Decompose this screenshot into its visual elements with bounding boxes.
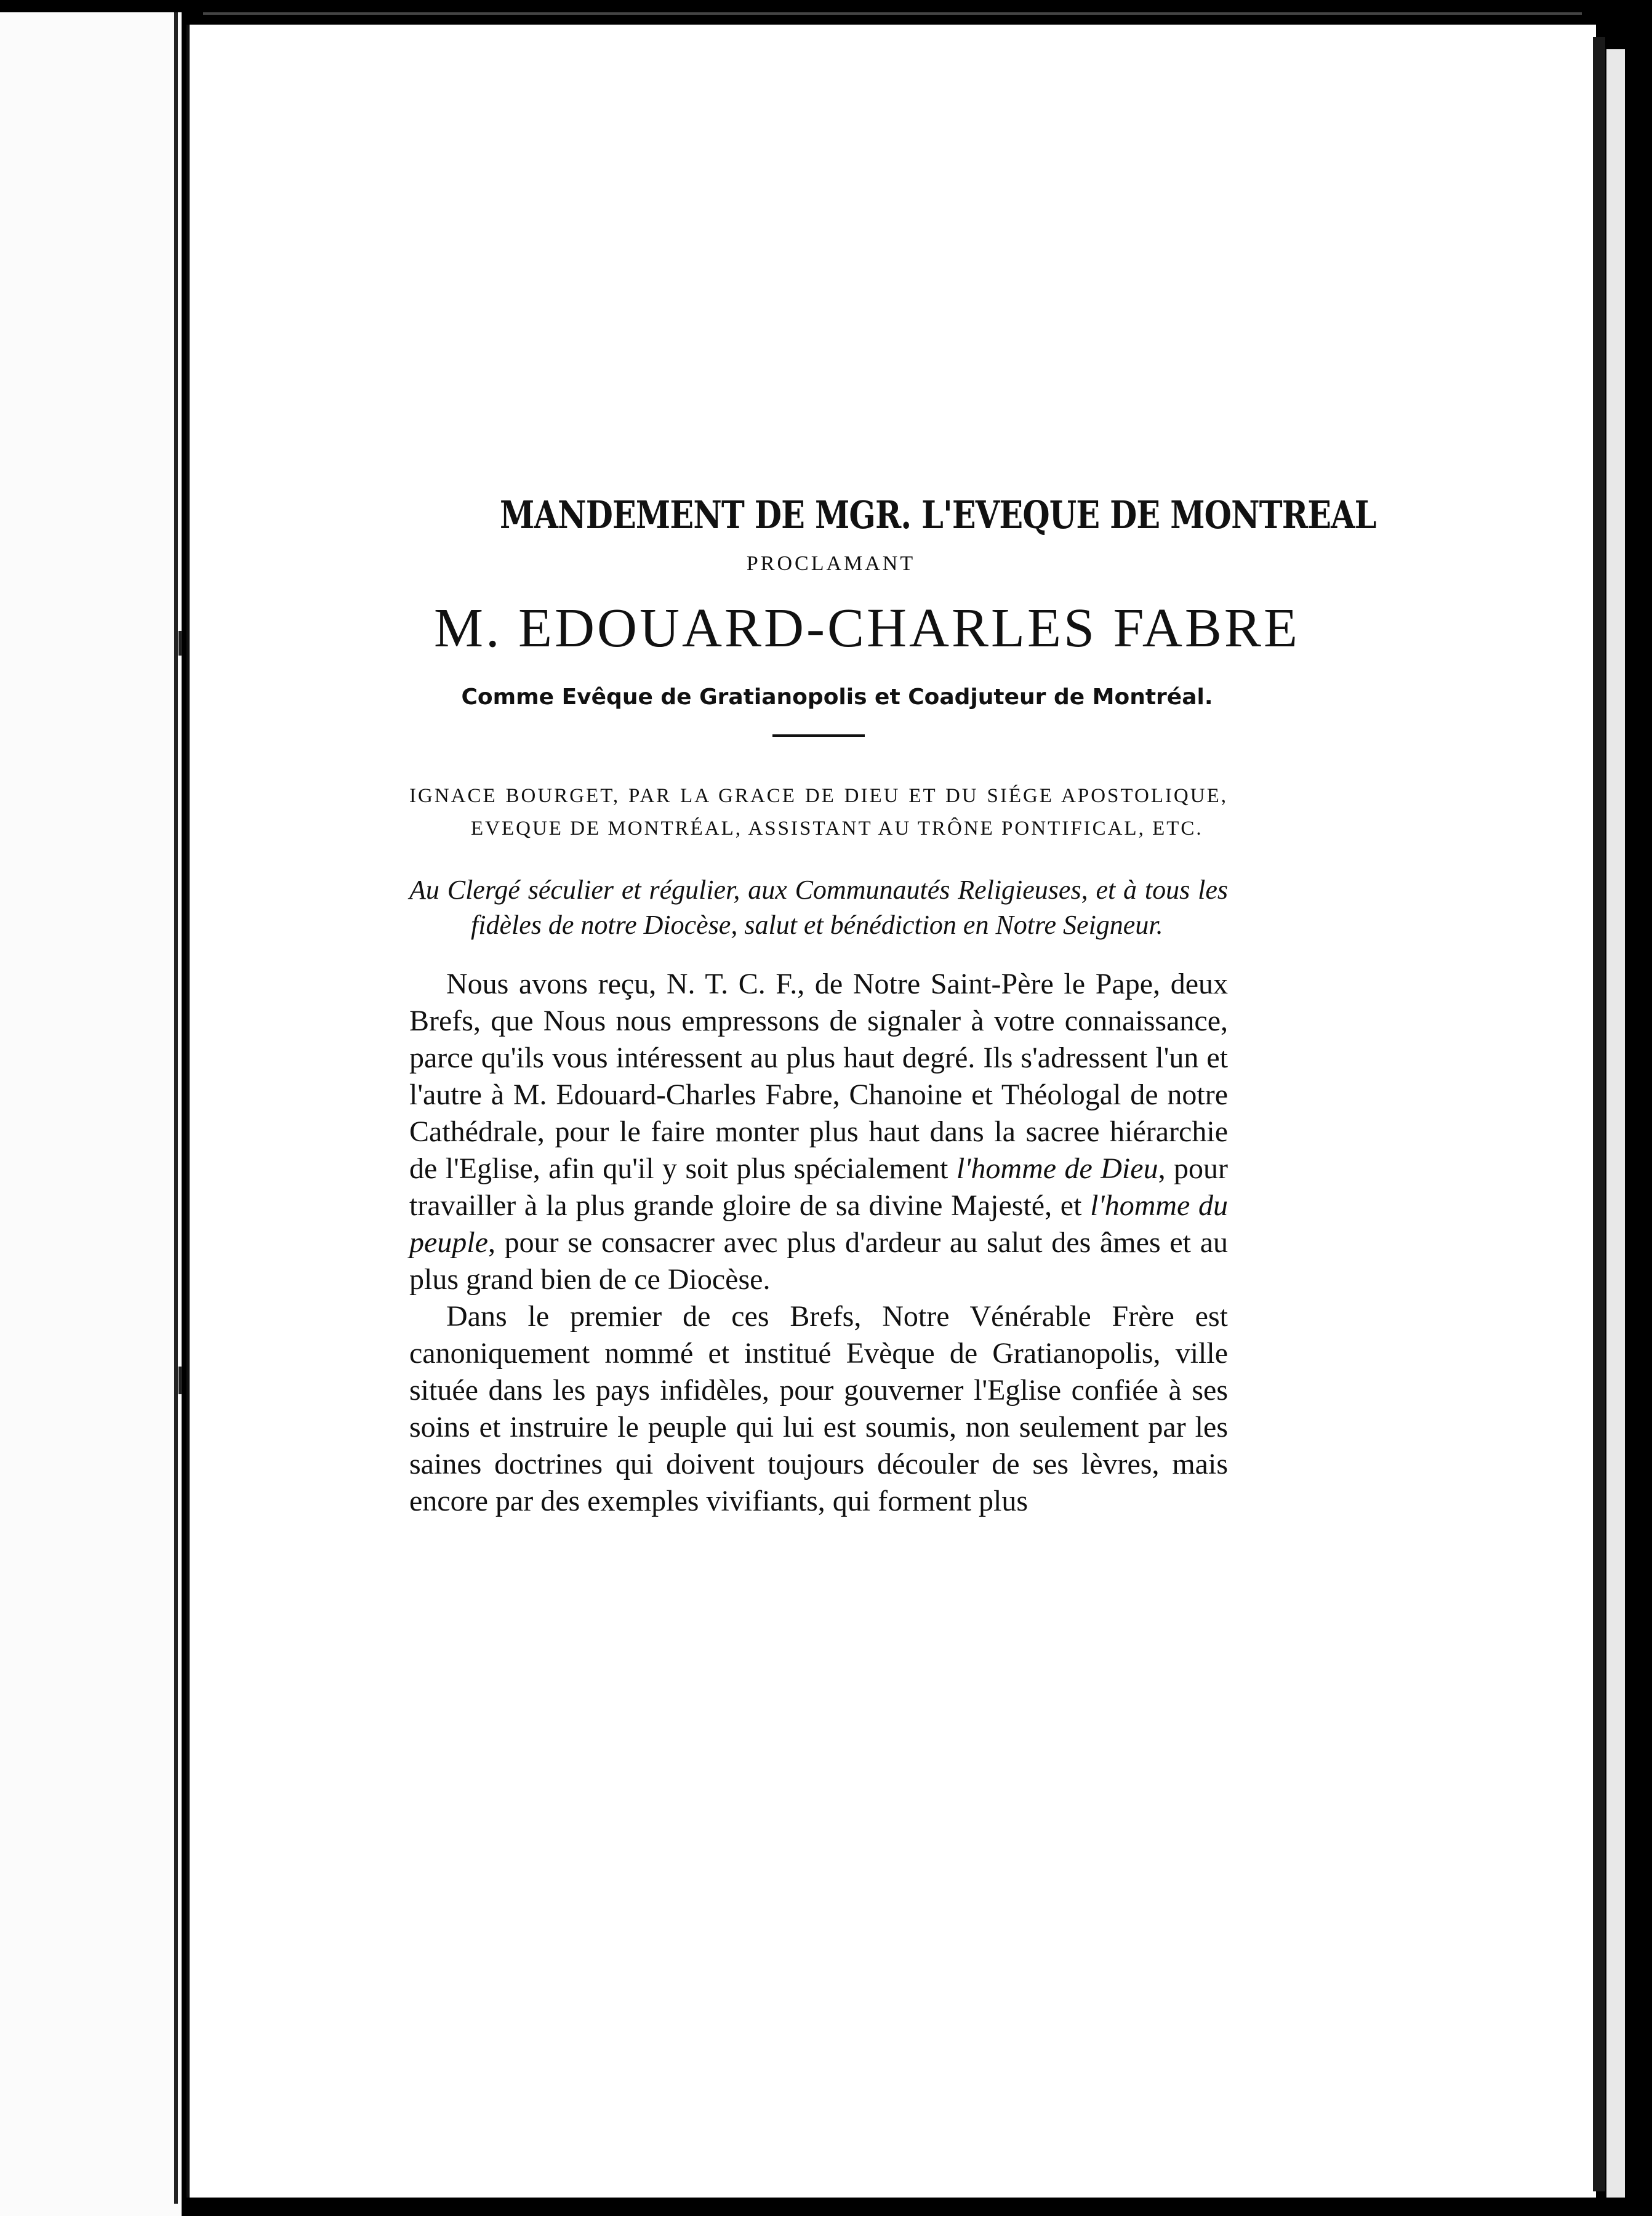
margin-mark — [178, 1367, 182, 1394]
salutation: Au Clergé séculier et régulier, aux Communautés Religieuses, et à tous les fidèles de notre Diocèse, salut et bénédiction en Notre Seigneur. — [409, 875, 1228, 940]
proclaimed-name: M. EDOUARD-CHARLES FABRE — [434, 598, 1300, 659]
document-subtitle: PROCLAMANT — [746, 552, 916, 575]
page-top-edge — [203, 12, 1582, 15]
proclaimed-role: Comme Evêque de Gratianopolis et Coadjuteur de Montréal. — [461, 684, 1213, 710]
italic-phrase: l'homme du peuple — [409, 1189, 1229, 1259]
body-paragraph-2: Dans le premier de ces Brefs, Notre Vénérable Frère est canoniquement nommé et institué Evèque de Gratianopolis, ville située dans les pays infidèles, pour gouverner l'Eglise confiée à ses soins et instruire le peuple qui lui est soumis, non seulement par les saines doctrines qui doivent toujours découler de ses lèvres, mais encore par des exemples vivifiants, qui forment plus — [409, 1300, 1228, 1517]
left-page-strip — [0, 12, 182, 2216]
paragraph-text: Nous avons reçu, N. T. C. F., de Notre Saint-Père le Pape, deux Brefs, que Nous nous empressons de signaler à votre connaissance, parce qu'ils vous intéressent au plus haut degré. Ils s'adressent l'un et l'autre à M. Edouard-Charles Fabre, Chanoine et Théologal de notre Cathédrale, pour le faire monter plus haut dans la sacree hiérarchie de l'Eglise, afin qu'il y soit plus spécialement — [409, 968, 1228, 1185]
section-divider — [772, 734, 865, 737]
page-content — [409, 492, 1376, 1520]
paragraph-text: , pour se consacrer avec plus d'ardeur au salut des âmes et au plus grand bien de ce Diocèse. — [409, 1226, 1228, 1296]
italic-phrase: l'homme de Dieu — [956, 1152, 1158, 1185]
right-page-strip — [1606, 49, 1625, 2198]
right-page-shadow — [1593, 37, 1605, 2191]
issuer-address: IGNACE BOURGET, PAR LA GRACE DE DIEU ET DU SIÉGE APOSTOLIQUE, EVEQUE DE MONTRÉAL, ASSISTANT AU TRÔNE PONTIFICAL, ETC. — [409, 785, 1228, 840]
document-title: MANDEMENT DE MGR. L'EVEQUE DE MONTREAL — [500, 492, 1376, 537]
paragraph-text: , pour travailler à la plus grande gloire de sa divine Majesté, et — [409, 1152, 1229, 1222]
left-page-edge — [174, 12, 178, 2204]
body-paragraph-1 — [409, 966, 1228, 1298]
margin-mark — [178, 631, 182, 656]
